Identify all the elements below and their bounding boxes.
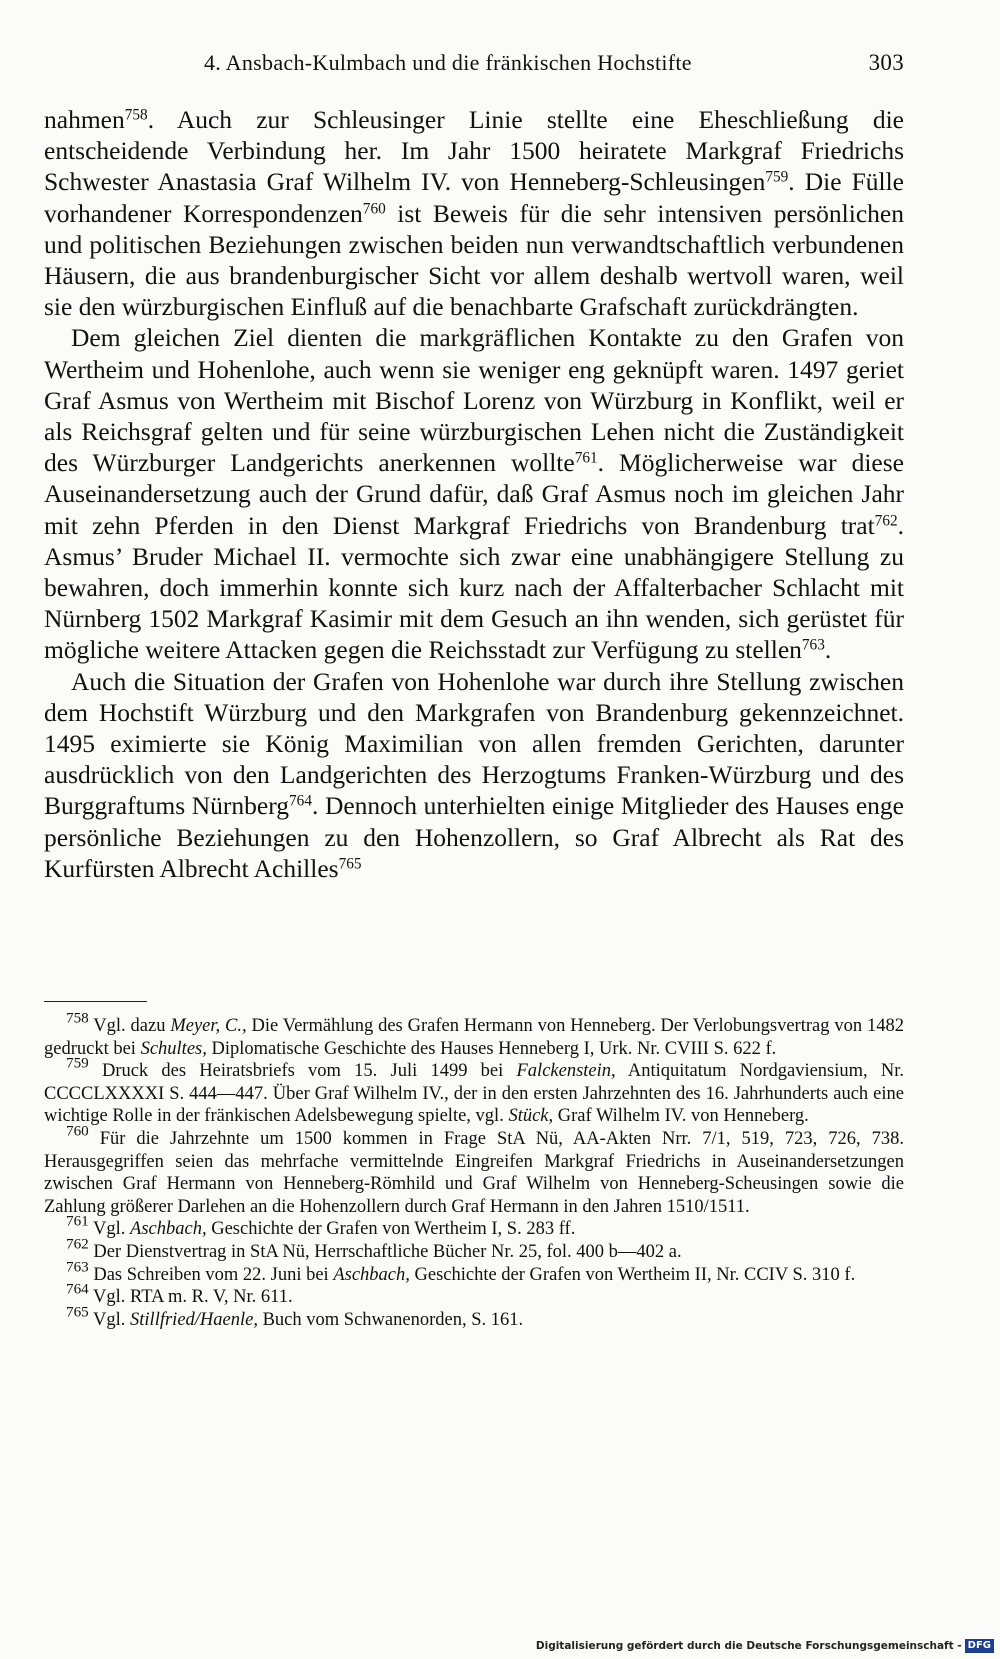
footnote [44, 1258, 904, 1287]
text-run: Der Dienstvertrag in StA Nü, Herrschaftliche Bücher Nr. 25, fol. 400 b—402 a. [88, 1241, 682, 1262]
author-name: Aschbach, [130, 1219, 207, 1240]
footnote-ref: 758 [124, 106, 148, 124]
footnote-ref: 759 [765, 169, 789, 186]
text-run: . Die Fülle vorhandener Korrespondenzen [44, 167, 904, 228]
author-name: Falckenstein, [516, 1061, 616, 1082]
text-run: Die Vermählung des Grafen Hermann von Henneberg. Der Verlobungsvertrag von 1482 gedruckt bei [44, 1016, 904, 1059]
footnote-number: 760 [66, 1122, 89, 1140]
main-text [44, 104, 904, 884]
footnote-ref: 761 [574, 449, 598, 467]
footnote [44, 1122, 904, 1218]
footnote [44, 1213, 904, 1241]
text-run: . Dennoch unterhielten einige Mitglieder des Hauses enge persönliche Beziehungen zu den Hohenzollern, so Graf Albrecht als Rat des Kurfürsten Albrecht Achilles [44, 791, 904, 883]
text-run: Geschichte der Grafen von Wertheim I, S. 283 ff. [206, 1219, 576, 1240]
text-run: . Asmus’ Bruder Michael II. vermochte sich zwar eine unabhängigere Stellung zu bewahren, doch immerhin konnte sich kurz nach der Affalterbacher Schlacht mit Nürnberg 1502 Markgraf Kasimir mit dem Gesuch an ihn wenden, sich gerüstet für mögliche weitere Attacken gegen die Reichsstadt zur Verfügung zu stellen [44, 510, 904, 665]
footnote-ref: 765 [338, 855, 362, 873]
footnote [44, 1054, 904, 1128]
footnote-number: 764 [66, 1280, 89, 1298]
text-run: Das Schreiben vom 22. Juni bei [88, 1264, 334, 1285]
digitization-credit [536, 1639, 994, 1655]
footnote [44, 1235, 904, 1264]
running-head [44, 44, 904, 84]
text-run: Druck des Heiratsbriefs vom 15. Juli 1499 bei [88, 1061, 517, 1082]
text-run: Auch die Situation der Grafen von Hohenlohe war durch ihre Stellung zwischen dem Hochstift Würzburg und den Markgrafen von Brandenburg gekennzeichnet. 1495 eximierte sie König Maximilian von allen fremden Gerichten, darunter ausdrücklich von den Landgerichten des Herzogtums Franken-Würzburg und des Burggraftums Nürnberg [44, 666, 904, 821]
text-run: Vgl. [88, 1219, 131, 1240]
author-name: Aschbach, [333, 1264, 410, 1285]
running-head-title: 4. Ansbach-Kulmbach und die fränkischen Hochstifte [204, 50, 692, 75]
dfg-logo: DFG [965, 1639, 994, 1653]
footnote-number: 762 [66, 1235, 89, 1253]
page-number: 303 [868, 50, 904, 75]
text-run: . [824, 635, 832, 665]
text-run: Vgl. dazu [88, 1016, 171, 1036]
paragraph [44, 322, 904, 665]
footnote-ref: 763 [801, 637, 825, 655]
text-run: . Auch zur Schleusinger Linie stellte eine Eheschließung die entscheidende Verbindung her. Im Jahr 1500 heiratete Markgraf Friedrichs Schwester Anastasia Graf Wilhelm IV. von Henneberg-Schleusingen [44, 105, 904, 197]
text-run: ist Beweis für die sehr intensiven persönlichen und politischen Beziehungen zwischen beiden nun verwandtschaftlich verbundenen Häusern, die aus brandenburgischer Sicht vor allem deshalb wertvoll waren, weil sie den würzburgischen Einfluß auf die benachbarte Grafschaft zurückdrängten. [44, 198, 904, 322]
text-run: Antiquitatum Nordgaviensium, Nr. CCCCLXXXXI S. 444—447. Über Graf Wilhelm IV., der in den ersten Jahrzehnten des 16. Jahrhunderts auch eine wichtige Rolle in der fränkischen Adelsbewegung spielte, vgl. [44, 1061, 904, 1127]
footnote [44, 1303, 904, 1332]
author-name: Stillfried/Haenle, [130, 1309, 258, 1330]
footnote-number: 761 [66, 1213, 89, 1231]
footnotes [44, 1009, 904, 1331]
text-run: . Möglicherweise war diese Auseinandersetzung auch der Grund dafür, daß Graf Asmus noch im gleichen Jahr mit zehn Pferden in den Dienst Markgraf Friedrichs von Brandenburg trat [44, 448, 904, 540]
text-run: Dem gleichen Ziel dienten die markgräflichen Kontakte zu den Grafen von Wertheim und Hohenlohe, auch wenn sie weniger eng geknüpft waren. 1497 geriet Graf Asmus von Wertheim mit Bischof Lorenz von Würzburg in Konflikt, weil er als Reichsgraf gelten und für seine würzburgischen Lehen nicht die Zuständigkeit des Würzburger Landgerichts anerkennen wollte [44, 323, 904, 478]
footnote-number: 763 [66, 1258, 89, 1276]
footnote-number: 759 [66, 1054, 89, 1072]
text-run: Vgl. [88, 1309, 131, 1330]
text-run: Diplomatische Geschichte des Hauses Henneberg I, Urk. Nr. CVIII S. 622 f. [206, 1038, 777, 1059]
text-run: Buch vom Schwanenorden, S. 161. [257, 1309, 524, 1330]
footnote-divider [44, 1001, 147, 1002]
credit-text: Digitalisierung gefördert durch die Deutsche Forschungsgemeinschaft - [535, 1640, 962, 1652]
text-run: Vgl. RTA m. R. V, Nr. 611. [88, 1287, 293, 1308]
text-run: nahmen [44, 105, 125, 134]
footnote-ref: 760 [362, 200, 386, 218]
footnote-ref: 762 [874, 512, 898, 530]
footnote [44, 1009, 904, 1060]
text-run: Für die Jahrzehnte um 1500 kommen in Frage StA Nü, AA-Akten Nrr. 7/1, 519, 723, 726, 738. Herausgegriffen seien das mehrfache vermittelnde Eingreifen Markgraf Friedrichs in Auseinandersetzungen zwischen Graf Hermann von Henneberg-Römhild und Graf Wilhelm von Henneberg-Scheusingen sowie die Zahlung größerer Darlehen an die Hohenzollern durch Graf Hermann in den Jahren 1510/1511. [44, 1128, 904, 1217]
text-run: Geschichte der Grafen von Wertheim II, Nr. CCIV S. 310 f. [409, 1264, 856, 1285]
text-run: Graf Wilhelm IV. von Henneberg. [553, 1106, 809, 1127]
author-name: Schultes, [140, 1038, 207, 1059]
author-name: Meyer, C., [170, 1016, 247, 1036]
footnote-number: 765 [66, 1303, 89, 1321]
footnote-number: 758 [66, 1009, 89, 1027]
paragraph [44, 666, 904, 884]
footnote [44, 1280, 904, 1309]
paragraph [44, 104, 904, 322]
footnote-ref: 764 [289, 793, 312, 811]
author-name: Stück, [508, 1106, 554, 1127]
